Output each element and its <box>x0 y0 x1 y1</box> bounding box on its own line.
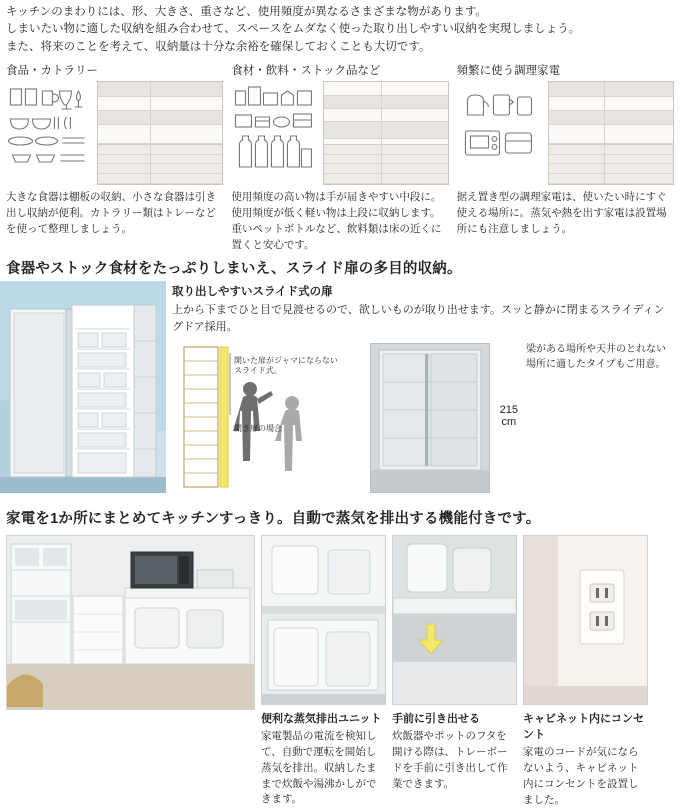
column-title: 食材・飲料・ストック品など <box>231 65 381 78</box>
kitchen-board-illustration <box>7 536 254 709</box>
cabinet-height-unit: cm <box>501 415 517 428</box>
steam-unit-column <box>261 535 386 808</box>
intro-block <box>0 0 680 58</box>
bottom-section <box>0 531 680 808</box>
kitchen-board-photo <box>6 535 255 710</box>
slide-cabinet-illustration <box>0 281 166 493</box>
three-column-section <box>0 58 680 253</box>
column-foodstock <box>231 62 448 253</box>
intro-line-3: また、将来のことを考えて、収納量は十分な余裕を確保しておくことも大切です。 <box>6 40 431 53</box>
slide-label-text: 開いた扉がジャマにならない <box>234 356 338 366</box>
items-pane-appliances <box>457 81 544 185</box>
column-title: 食品・カトラリー <box>6 65 98 78</box>
slide-cabinet-photo <box>0 281 166 493</box>
items-pane-tableware <box>6 81 93 185</box>
column-note: 大きな食器は棚板の収納、小さな食器は引き出し収納が便利。カトラリー類はトレーなどを使って整理しましょう。 <box>6 191 216 235</box>
short-cabinet-illustration <box>371 344 489 492</box>
bottom-title-0: 便利な蒸気排出ユニット <box>261 713 382 726</box>
shelf-diagram-foodstock <box>323 81 449 185</box>
drawer-stack <box>549 144 673 185</box>
cabinet-photo-wrap <box>370 343 518 503</box>
column-title: 頻繁に使う調理家電 <box>456 65 561 78</box>
column-tableware <box>6 62 223 253</box>
slide-lower-row <box>172 343 674 503</box>
slide-heading: 取り出しやすいスライド式の扉 <box>172 286 333 299</box>
cabinet-height-value: 215 <box>499 404 518 417</box>
column-appliances <box>457 62 674 253</box>
bottom-text-1: 炊飯器やポットのフタを開ける際は、トレーボードを手前に引き出して作業できます。 <box>392 730 508 790</box>
shelf-diagram-tableware <box>97 81 223 185</box>
slide-right-column <box>172 281 680 503</box>
intro-line-2: しまいたい物に適した収納を組み合わせて、スペースをムダなく使った取り出しやすい収納を実現しましょう。 <box>6 23 581 36</box>
cabinet-note: 梁がある場所や天井のとれない場所に適したタイプもご用意。 <box>526 344 666 370</box>
pullout-tray-illustration <box>393 536 516 704</box>
short-cabinet-photo <box>370 343 490 493</box>
cabinet-height-badge <box>500 405 518 428</box>
bottom-title-2: キャビネット内にコンセント <box>523 713 644 742</box>
svg-text:開き扉の場合: 開き扉の場合 <box>234 424 282 434</box>
shelf-diagram-appliances <box>548 81 674 185</box>
slide-door-section <box>0 281 680 503</box>
shelf-illustration-foodstock <box>231 81 448 185</box>
intro-line-1: キッチンのまわりには、形、大きさ、重さなど、使用頻度が異なるさまざまな物があります。 <box>6 6 487 18</box>
steam-unit-illustration <box>262 536 385 704</box>
items-pane-foodstock <box>231 81 318 185</box>
door-comparison-illustration <box>172 343 362 503</box>
shelf-illustration-tableware <box>6 81 223 185</box>
tableware-icons <box>6 81 93 185</box>
bottom-text-0: 家電製品の電流を検知して、自動で運転を開始し蒸気を排出。収納したままで炊飯や湯沸かしができます。 <box>261 730 377 806</box>
banner-storage: 食器やストック食材をたっぷりしまいえ、スライド扉の多目的収納。 <box>6 261 462 278</box>
outlet-column <box>523 535 648 808</box>
slide-description: 上から下までひと目で見渡せるので、欲しいものが取り出せます。スッと静かに閉まるスライディングドア採用。 <box>172 304 665 333</box>
appliance-icons <box>457 81 544 185</box>
drawer-stack <box>324 144 448 185</box>
column-note: 使用頻度の高い物は手が届きやすい中段に。使用頻度が低く軽い物は上段に収納します。重いペットボトルなど、飲料類は床の近くに置くと安心です。 <box>231 191 442 251</box>
svg-text:スライド式。: スライド式。 <box>234 366 282 376</box>
door-comparison-diagram <box>172 343 362 503</box>
bottom-title-1: 手前に引き出せる <box>392 713 480 726</box>
column-note: 据え置き型の調理家電は、使いたい時にすぐ使える場所に。蒸気や熱を出す家電は設置場所にも注意しましょう。 <box>456 191 667 235</box>
drawer-stack <box>98 144 222 185</box>
bottom-text-2: 家電のコードが気にならないよう、キャビネット内にコンセントを設置しました。 <box>523 746 639 806</box>
banner-appliance: 家電を1か所にまとめてキッチンすっきり。自動で蒸気を排出する機能付きです。 <box>6 511 541 528</box>
food-stock-icons <box>231 81 318 185</box>
shelf-illustration-appliances <box>457 81 674 185</box>
pullout-column <box>392 535 517 808</box>
outlet-illustration <box>524 536 647 704</box>
